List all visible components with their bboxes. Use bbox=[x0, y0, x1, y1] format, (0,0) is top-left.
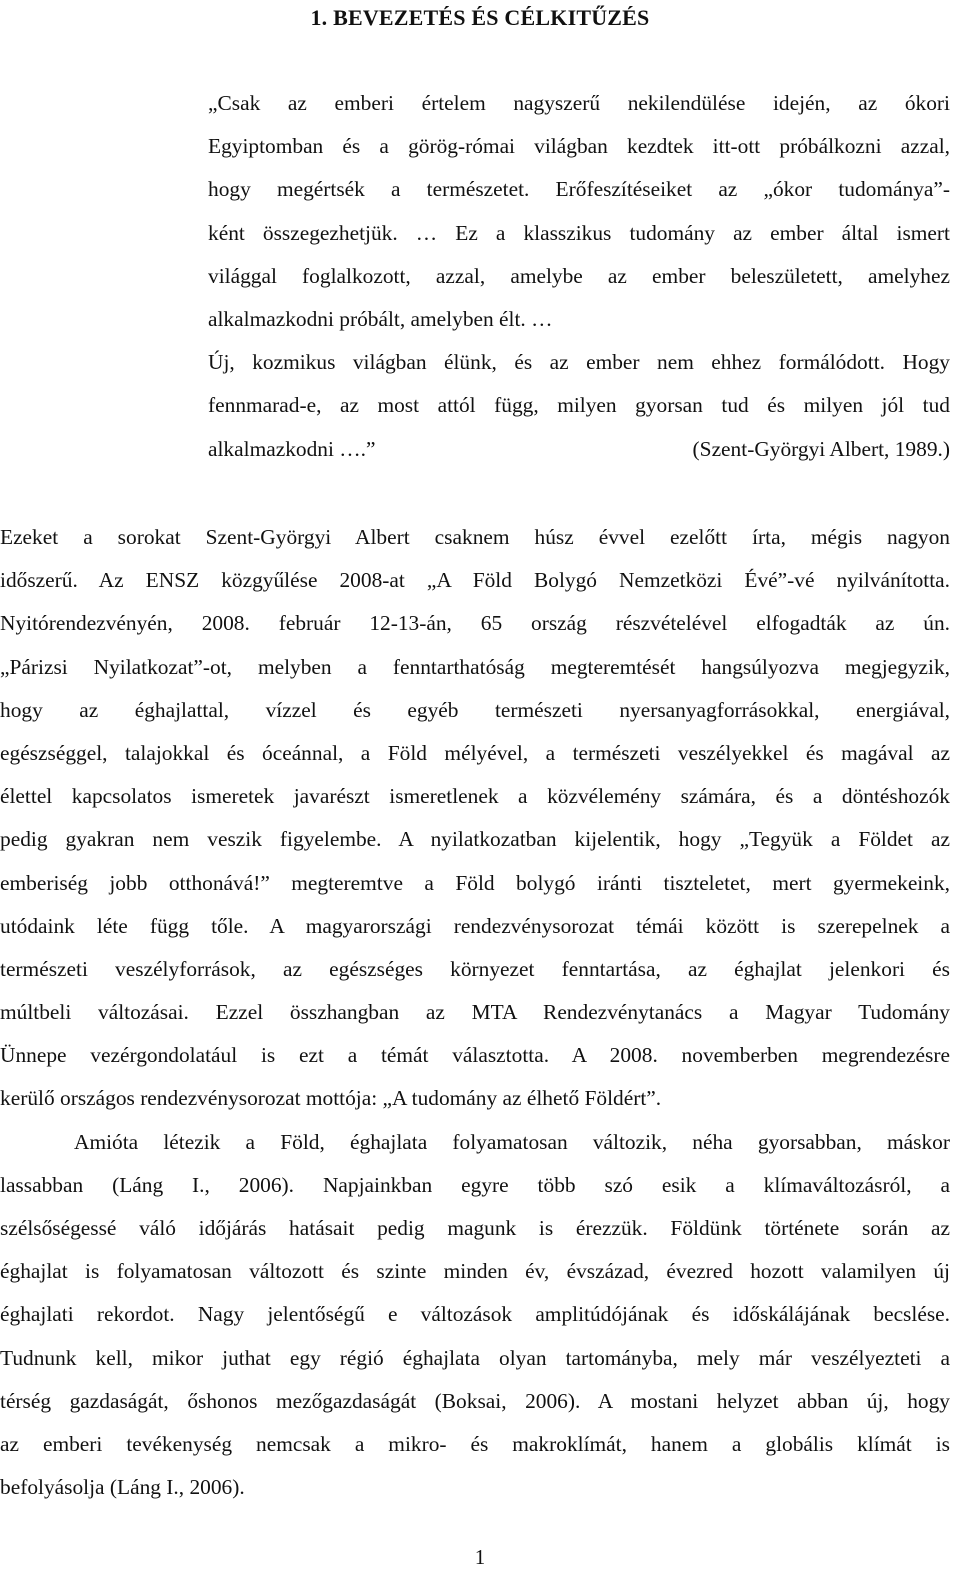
paragraph-line: befolyásolja (Láng I., 2006). bbox=[0, 1475, 245, 1500]
opening-quote bbox=[208, 82, 950, 471]
paragraph-line: kerülő országos rendezvénysorozat mottója: „A tudomány az élhető Földért”. bbox=[0, 1086, 662, 1111]
quote-line: Új, kozmikus világban élünk, és az ember nem ehhez formálódott. Hogy bbox=[208, 350, 950, 375]
paragraph-line: utódaink léte függ tőle. A magyarországi rendezvénysorozat témái között is szerepelnek a bbox=[0, 913, 950, 938]
paragraph-line: múltbeli változásai. Ezzel összhangban az MTA Rendezvénytanács a Magyar Tudomány bbox=[0, 1000, 950, 1025]
quote-line: hogy megértsék a természetet. Erőfeszítéseiket az „ókor tudománya”- bbox=[208, 177, 950, 202]
paragraph-line: Ezeket a sorokat Szent-Györgyi Albert csaknem húsz évvel ezelőtt írta, mégis nagyon bbox=[0, 525, 950, 549]
section-heading: 1. BEVEZETÉS ÉS CÉLKITŰZÉS bbox=[310, 5, 650, 30]
paragraph-line: az emberi tevékenység nemcsak a mikro- és makroklímát, hanem a globális klímát is bbox=[0, 1431, 950, 1456]
paragraph-line: Amióta létezik a Föld, éghajlata folyamatosan változik, néha gyorsabban, máskor bbox=[74, 1129, 950, 1154]
paragraph-line: „Párizsi Nyilatkozat”-ot, melyben a fenntarthatóság megteremtését hangsúlyozva megjegyzik, bbox=[0, 654, 950, 679]
paragraph-line: hogy az éghajlattal, vízzel és egyéb természeti nyersanyagforrásokkal, energiával, bbox=[0, 697, 950, 722]
paragraph-line: pedig gyakran nem veszik figyelembe. A nyilatkozatban kijelentik, hogy „Tegyük a Földet az bbox=[0, 827, 950, 852]
paragraph-line: szélsőségessé váló időjárás hatásait pedig magunk is érezzük. Földünk története során az bbox=[0, 1216, 950, 1240]
quote-line: alkalmazkodni próbált, amelyben élt. … bbox=[208, 306, 553, 331]
quote-line: világgal foglalkozott, azzal, amelybe az ember beleszületett, amelyhez bbox=[208, 263, 950, 288]
paragraph-line: Ünnepe vezérgondolatául is ezt a témát választotta. A 2008. novemberben megrendezésre bbox=[0, 1043, 950, 1068]
quote-citation: (Szent-Györgyi Albert, 1989.) bbox=[692, 436, 950, 461]
quote-line: fennmarad-e, az most attól függ, milyen gyorsan tud és milyen jól tud bbox=[208, 393, 950, 418]
paragraph-line: Nyitórendezvényén, 2008. február 12-13-án, 65 ország részvételével elfogadták az ún. bbox=[0, 611, 950, 636]
paragraph-line: térség gazdaságát, őshonos mezőgazdaságát (Boksai, 2006). A mostani helyzet abban új, hogy bbox=[0, 1388, 950, 1413]
quote-last-line bbox=[208, 428, 950, 471]
paragraph-line: egészséggel, talajokkal és óceánnal, a Föld mélyével, a természeti veszélyekkel és magával az bbox=[0, 740, 950, 765]
quote-line: Egyiptomban és a görög-római világban kezdtek itt-ott próbálkozni azzal, bbox=[208, 134, 950, 159]
paragraph-line: élettel kapcsolatos ismeretek javarészt ismeretlenek a közvélemény számára, és a döntéshozók bbox=[0, 784, 950, 809]
quote-line: ként összegezhetjük. … Ez a klasszikus tudomány az ember által ismert bbox=[208, 220, 950, 245]
paragraph-line: emberiség jobb otthonává!” megteremtve a Föld bolygó iránti tiszteletet, mert gyermekeink, bbox=[0, 870, 950, 895]
quote-line: alkalmazkodni ….” bbox=[208, 436, 376, 461]
page-number: 1 bbox=[474, 1545, 486, 1569]
quote-line: „Csak az emberi értelem nagyszerű nekilendülése idején, az ókori bbox=[208, 91, 950, 115]
body-text bbox=[0, 516, 950, 1509]
paragraph-line: éghajlat is folyamatosan változott és szinte minden év, évszázad, évezred hozott valamilyen új bbox=[0, 1259, 950, 1284]
paragraph-line: éghajlati rekordot. Nagy jelentőségű e változások amplitúdójának és időskálájának becslése. bbox=[0, 1302, 950, 1327]
paragraph-line: Tudnunk kell, mikor juthat egy régió éghajlata olyan tartományba, mely már veszélyezteti a bbox=[0, 1345, 950, 1370]
paragraph-line: természeti veszélyforrások, az egészséges környezet fenntartása, az éghajlat jelenkori és bbox=[0, 956, 950, 981]
paragraph-line: lassabban (Láng I., 2006). Napjainkban egyre több szó esik a klímaváltozásról, a bbox=[0, 1172, 950, 1197]
paragraph-line: időszerű. Az ENSZ közgyűlése 2008-at „A Föld Bolygó Nemzetközi Évé”-vé nyilvánította. bbox=[0, 568, 950, 593]
